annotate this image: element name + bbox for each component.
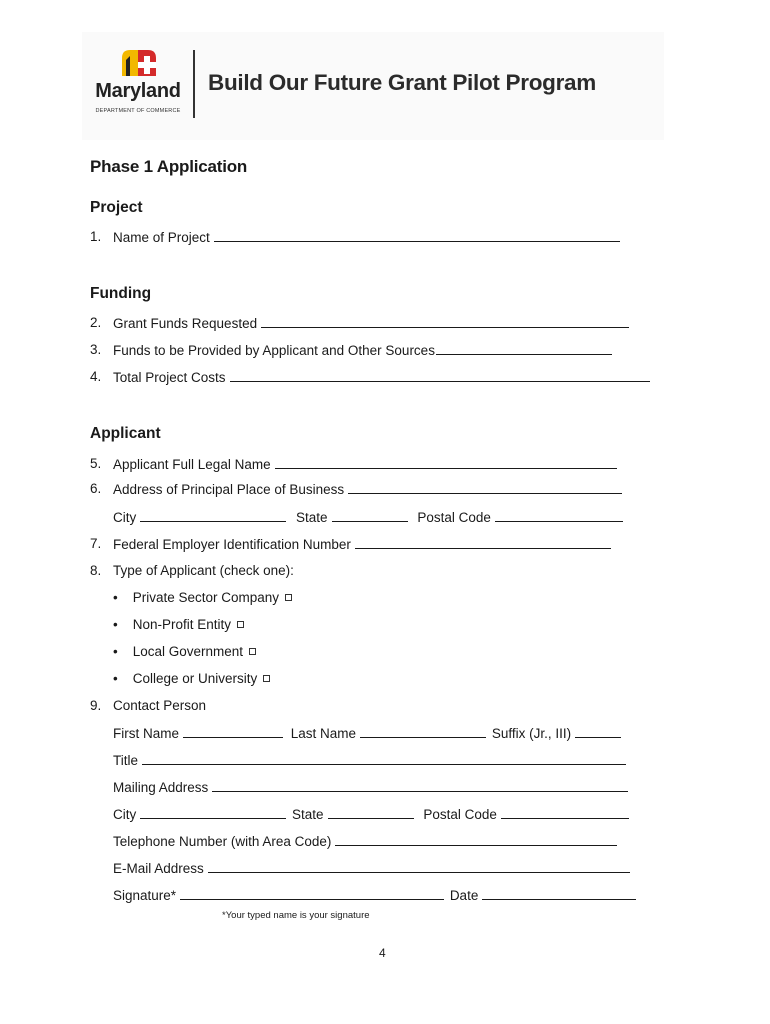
field-contact-title[interactable]	[113, 752, 626, 768]
field-label: Mailing Address	[113, 780, 209, 795]
postal-label: Postal Code	[423, 807, 497, 822]
state-blank[interactable]	[328, 806, 414, 819]
section-project: Project	[90, 199, 143, 216]
city-label: City	[113, 807, 137, 822]
checkbox-icon[interactable]	[237, 621, 244, 628]
last-name-label: Last Name	[290, 726, 357, 741]
option-label: Private Sector Company	[132, 590, 280, 605]
state-label: State	[296, 510, 328, 525]
blank-line[interactable]	[348, 481, 622, 494]
field-email[interactable]	[113, 860, 630, 876]
program-title: Build Our Future Grant Pilot Program	[208, 70, 596, 95]
field-label: Telephone Number (with Area Code)	[113, 834, 332, 849]
logo-wordmark: Maryland	[95, 80, 181, 102]
last-name-blank[interactable]	[360, 725, 486, 738]
city-label: City	[113, 510, 137, 525]
signature-label: Signature*	[113, 888, 177, 903]
field-label: Address of Principal Place of Business	[113, 482, 345, 497]
logo-department: DEPARTMENT OF COMMERCE	[95, 108, 181, 114]
checkbox-icon[interactable]	[249, 648, 256, 655]
item-number-5: 5.	[90, 456, 102, 471]
item-number-7: 7.	[90, 536, 102, 551]
checkbox-icon[interactable]	[285, 594, 292, 601]
field-label: Federal Employer Identification Number	[113, 537, 351, 552]
field-label: E-Mail Address	[113, 861, 204, 876]
item-number-4: 4.	[90, 369, 102, 384]
field-label: Applicant Full Legal Name	[113, 457, 271, 472]
date-label: Date	[449, 888, 479, 903]
postal-blank[interactable]	[501, 806, 629, 819]
field-mailing-address[interactable]	[113, 779, 628, 795]
state-blank[interactable]	[332, 509, 408, 522]
signature-note: *Your typed name is your signature	[222, 910, 370, 921]
option-label: Local Government	[132, 644, 244, 659]
suffix-label: Suffix (Jr., III)	[491, 726, 572, 741]
field-business-city-row[interactable]	[113, 509, 623, 525]
field-grant-funds[interactable]	[113, 315, 629, 331]
blank-line[interactable]	[214, 229, 620, 242]
city-blank[interactable]	[140, 509, 286, 522]
option-label: Non-Profit Entity	[132, 617, 232, 632]
blank-line[interactable]	[355, 536, 611, 549]
option-college[interactable]: • College or University	[113, 671, 270, 686]
item-number-9: 9.	[90, 698, 102, 713]
option-label: College or University	[132, 671, 258, 686]
date-blank[interactable]	[482, 887, 636, 900]
blank-line[interactable]	[142, 752, 626, 765]
option-local-government[interactable]: • Local Government	[113, 644, 256, 659]
field-contact-name-row[interactable]	[113, 725, 621, 741]
suffix-blank[interactable]	[575, 725, 621, 738]
postal-label: Postal Code	[417, 510, 491, 525]
field-fein[interactable]	[113, 536, 611, 552]
maryland-flag-icon	[108, 46, 168, 80]
blank-line[interactable]	[335, 833, 617, 846]
field-label: Total Project Costs	[113, 370, 226, 385]
option-non-profit[interactable]: • Non-Profit Entity	[113, 617, 244, 632]
section-funding: Funding	[90, 285, 152, 302]
item-number-3: 3.	[90, 342, 102, 357]
blank-line[interactable]	[261, 315, 629, 328]
first-name-blank[interactable]	[183, 725, 283, 738]
field-signature-row[interactable]	[113, 887, 636, 903]
field-legal-name[interactable]	[113, 456, 617, 472]
field-contact-city-row[interactable]	[113, 806, 629, 822]
field-applicant-funds[interactable]	[113, 342, 612, 358]
signature-blank[interactable]	[180, 887, 444, 900]
field-label: Title	[113, 753, 139, 768]
blank-line[interactable]	[230, 369, 650, 382]
maryland-logo	[90, 46, 186, 122]
section-applicant: Applicant	[90, 425, 161, 442]
state-label: State	[292, 807, 324, 822]
blank-line[interactable]	[436, 342, 612, 355]
field-label: Funds to be Provided by Applicant and Other Sources	[113, 343, 435, 358]
first-name-label: First Name	[113, 726, 180, 741]
option-private-sector[interactable]: • Private Sector Company	[113, 590, 292, 605]
blank-line[interactable]	[208, 860, 630, 873]
field-total-costs[interactable]	[113, 369, 650, 385]
item-number-6: 6.	[90, 481, 102, 496]
contact-person-label: Contact Person	[113, 698, 207, 713]
field-principal-address[interactable]	[113, 481, 622, 497]
checkbox-icon[interactable]	[263, 675, 270, 682]
field-label: Grant Funds Requested	[113, 316, 258, 331]
field-telephone[interactable]	[113, 833, 617, 849]
page-number: 4	[379, 946, 386, 960]
blank-line[interactable]	[275, 456, 617, 469]
header-divider	[193, 50, 195, 118]
page-title: Phase 1 Application	[90, 157, 248, 176]
field-project-name[interactable]	[113, 229, 620, 245]
item-number-2: 2.	[90, 315, 102, 330]
postal-blank[interactable]	[495, 509, 623, 522]
item-number-8: 8.	[90, 563, 102, 578]
item-number-1: 1.	[90, 229, 102, 244]
blank-line[interactable]	[212, 779, 628, 792]
field-label: Name of Project	[113, 230, 210, 245]
applicant-type-label: Type of Applicant (check one):	[113, 563, 294, 578]
city-blank[interactable]	[140, 806, 286, 819]
